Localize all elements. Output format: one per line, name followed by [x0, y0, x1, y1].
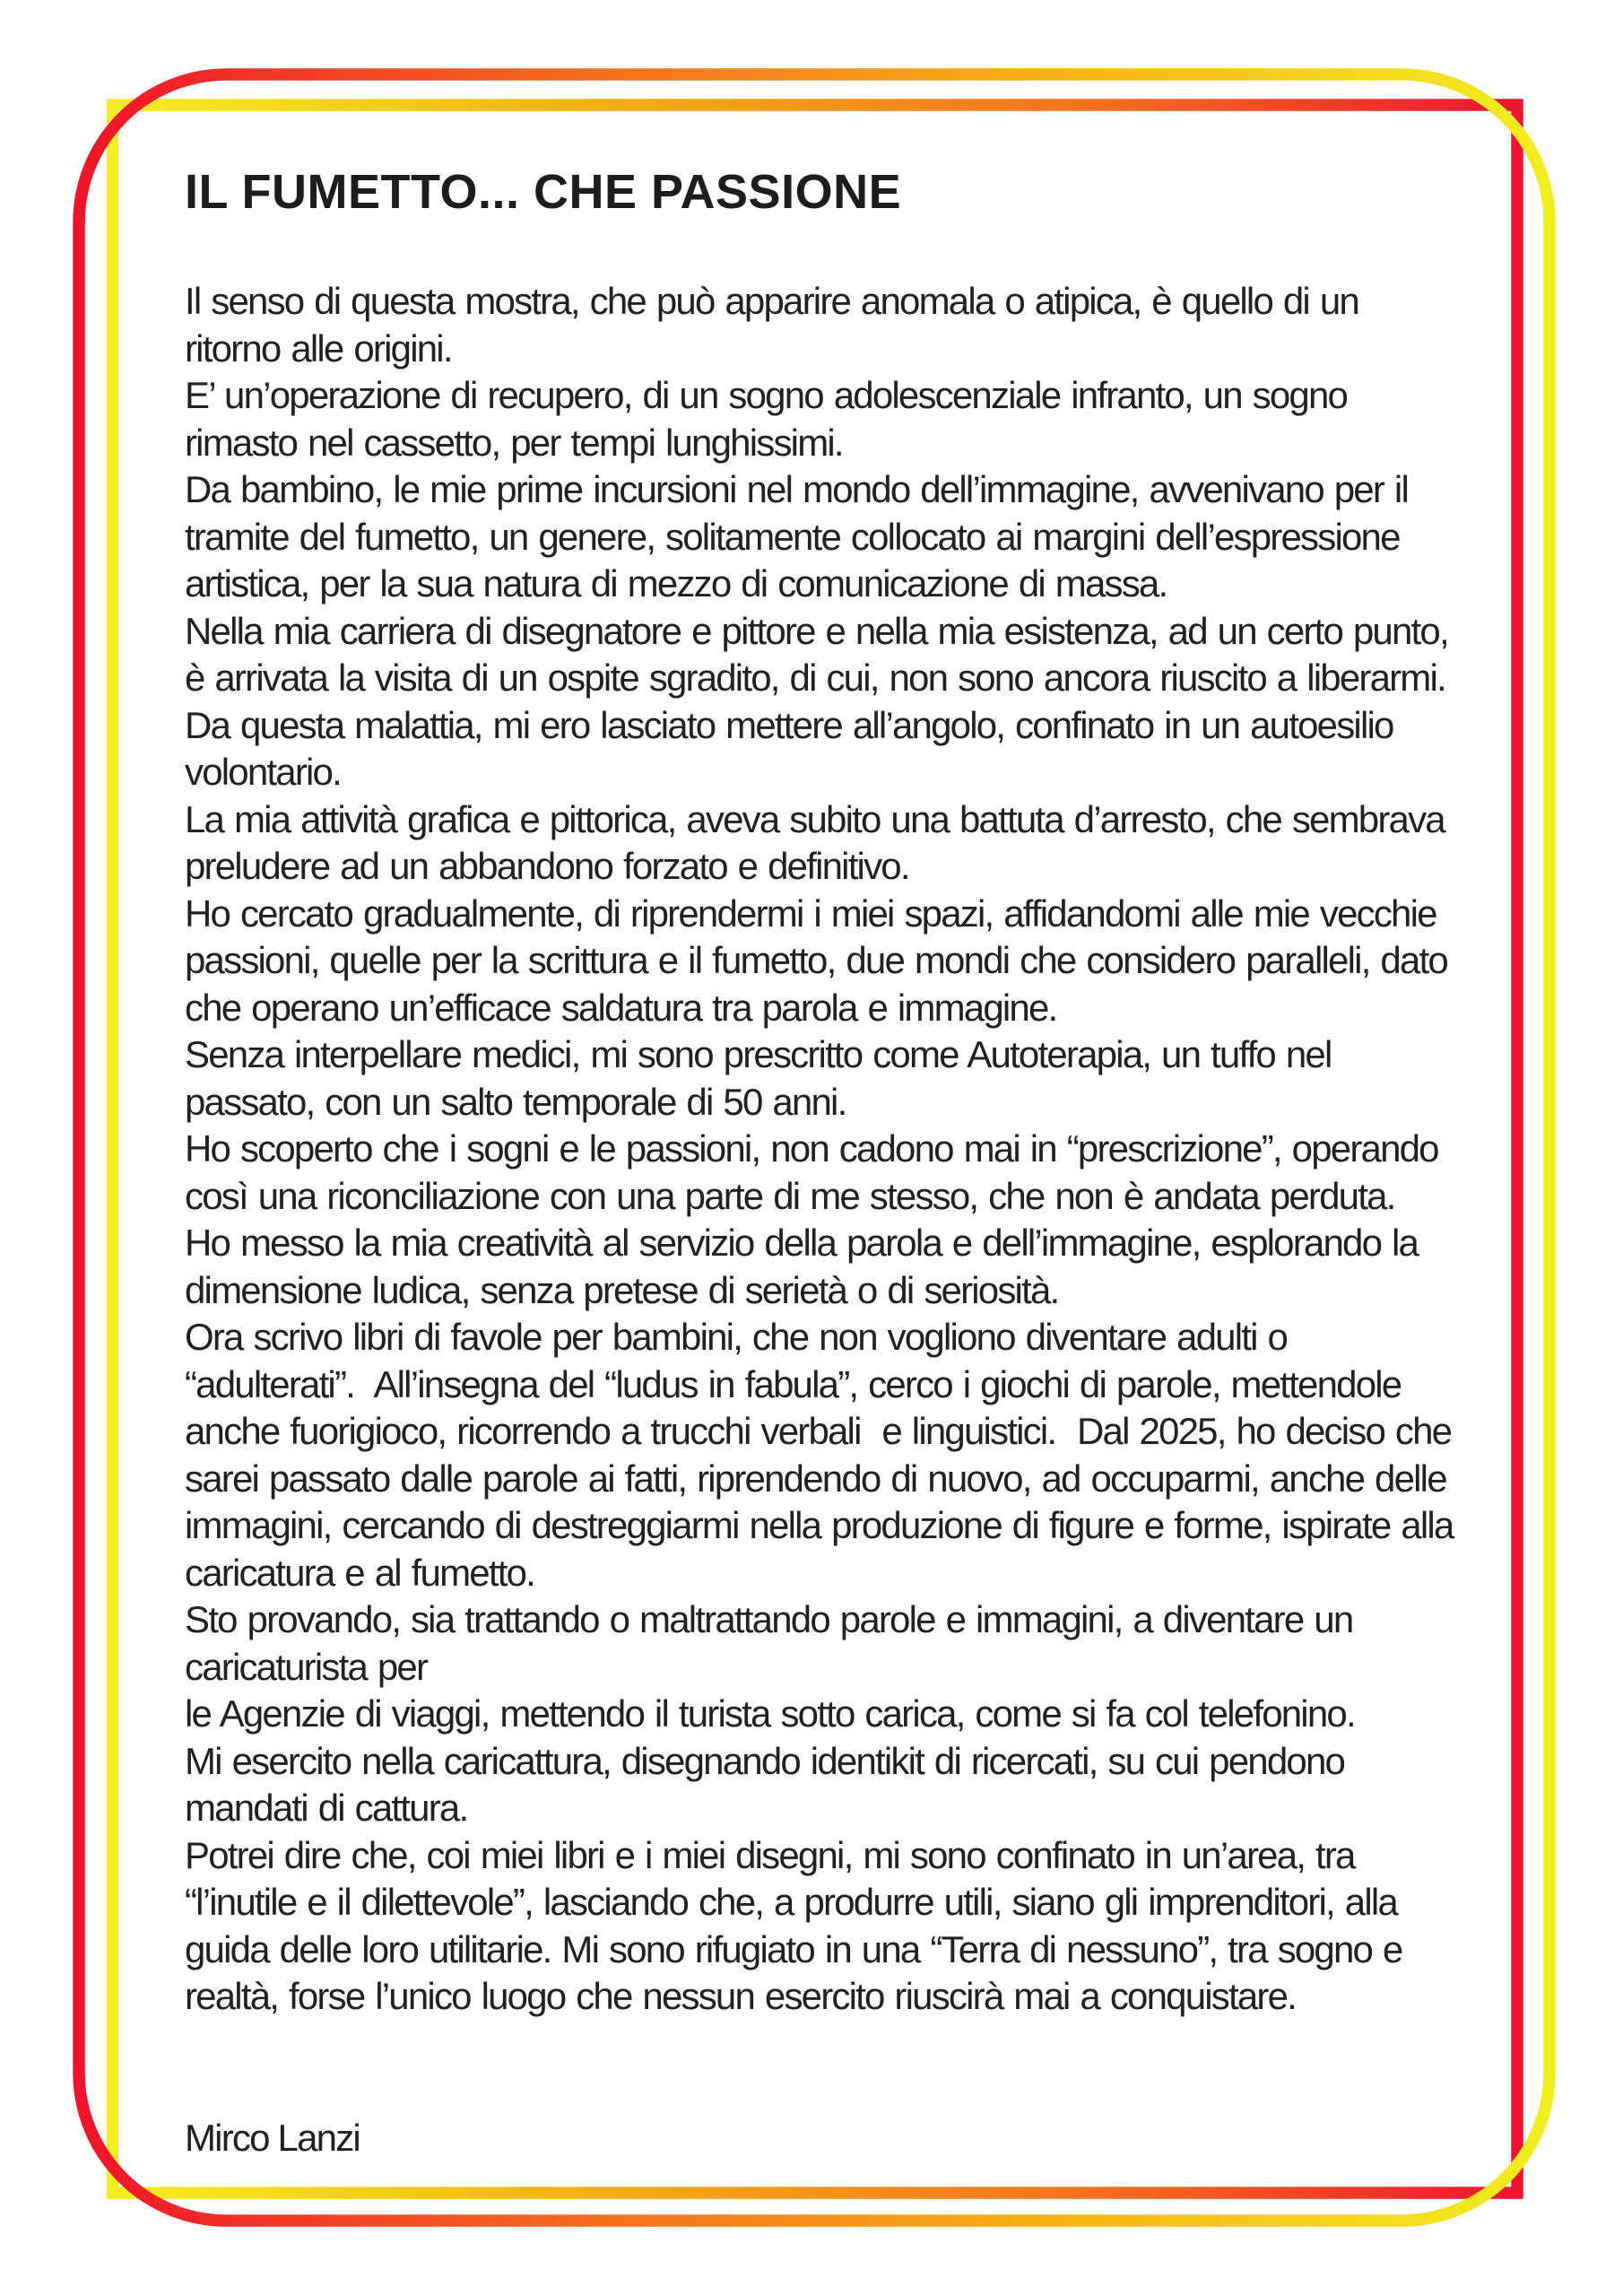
body-paragraph: Nella mia carriera di disegnatore e pittore e nella mia esistenza, ad un certo punto, è arrivata la visita di un ospite sgradito, di cui, non sono ancora riuscito a liberarmi.	[185, 609, 1459, 699]
body-paragraph: E’ un’operazione di recupero, di un sogno adolescenziale infranto, un sogno rimasto nel cassetto, per tempi lunghissimi.	[185, 374, 1358, 464]
body-paragraph: Potrei dire che, coi miei libri e i miei disegni, mi sono confinato in un’area, tra “l’inutile e il dilettevole”, lasciando che, a produrre utili, siano gli imprenditori, alla guida delle loro utilitarie. Mi sono rifugiato in una “Terra di nessuno”, tra sogno e realtà, forse l’unico luogo che nessun esercito riuscirà mai a conquistare.	[185, 1833, 1413, 2017]
body-paragraph: Ho cercato gradualmente, di riprendermi i miei spazi, affidandomi alle mie vecchie passioni, quelle per la scrittura e il fumetto, due mondi che considero paralleli, dato che operano un’efficace saldatura tra parola e immagine.	[185, 891, 1458, 1029]
body-paragraph: Sto provando, sia trattando o maltrattando parole e immagini, a diventare un caricaturista per	[185, 1598, 1364, 1688]
body-paragraph: Da bambino, le mie prime incursioni nel mondo dell’immagine, avvenivano per il tramite del fumetto, un genere, solitamente collocato ai margini dell’espressione artistica, per la sua natura di mezzo di comunicazione di massa.	[185, 468, 1419, 604]
body-paragraph: Il senso di questa mostra, che può apparire anomala o atipica, è quello di un ritorno alle origini.	[185, 280, 1369, 370]
body-paragraph: Da questa malattia, mi ero lasciato mettere all’angolo, confinato in un autoesilio volontario.	[185, 703, 1404, 793]
body-paragraph: Senza interpellare medici, mi sono prescritto come Autoterapia, un tuffo nel passato, con un salto temporale di 50 anni.	[185, 1033, 1342, 1123]
body-paragraph: le Agenzie di viaggi, mettendo il turista sotto carica, come si fa col telefonino.	[185, 1692, 1355, 1735]
body-paragraph: Ho scoperto che i sogni e le passioni, non cadono mai in “prescrizione”, operando così una riconciliazione con una parte di me stesso, che non è andata perduta.	[185, 1127, 1449, 1217]
body-paragraph: Ho messo la mia creatività al servizio della parola e dell’immagine, esplorando la dimensione ludica, senza pretese di serietà o di seriosità.	[185, 1222, 1428, 1311]
body-paragraph: La mia attività grafica e pittorica, aveva subito una battuta d’arresto, che sembrava preludere ad un abbandono forzato e definitivo.	[185, 797, 1455, 887]
signature: Mirco Lanzi	[185, 2116, 360, 2159]
page-title: IL FUMETTO... CHE PASSIONE	[185, 165, 902, 219]
document-page	[185, 167, 1462, 2161]
body-text	[185, 278, 1462, 2021]
body-paragraph: Ora scrivo libri di favole per bambini, che non vogliono diventare adulti o “adulterati”. All’insegna del “ludus in fabula”, cerco i giochi di parole, mettendole anche fuorigioco, ricorrendo a trucchi verbali e linguistici. Dal 2025, ho deciso che sarei passato dalle parole ai fatti, riprendendo di nuovo, ad occuparmi, anche delle immagini, cercando di destreggiarmi nella produzione di figure e forme, ispirate alla caricatura e al fumetto.	[185, 1316, 1464, 1594]
body-paragraph: Mi esercito nella caricattura, disegnando identikit di ricercati, su cui pendono mandati di cattura.	[185, 1739, 1355, 1829]
